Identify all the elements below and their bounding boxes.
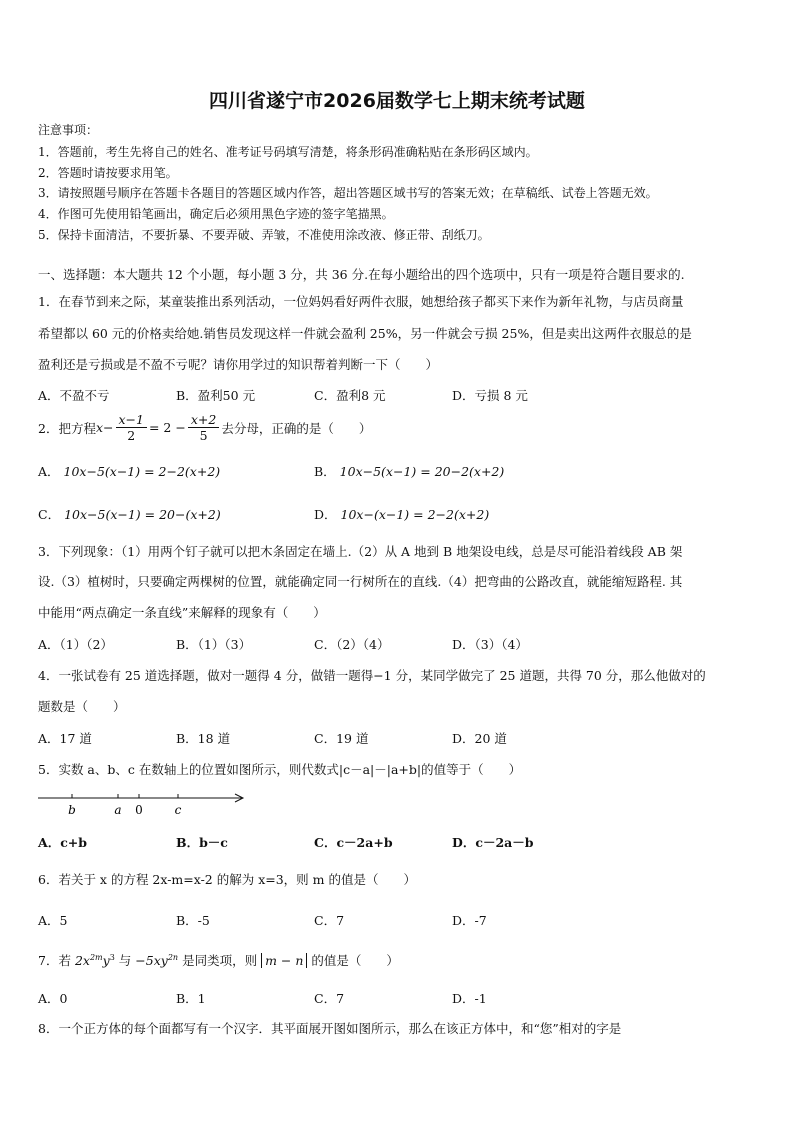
option-a[interactable]: A．c+b xyxy=(38,835,88,850)
question-text: 6．若关于 x 的方程 2x-m=x-2 的解为 x=3，则 m 的值是（ ） xyxy=(38,872,416,887)
option-d[interactable]: D．-1 xyxy=(452,991,487,1006)
option-d[interactable]: D．c－2a－b xyxy=(452,835,534,850)
option-a[interactable]: A．5 xyxy=(38,913,68,928)
option-a[interactable]: A．17 道 xyxy=(38,731,92,746)
fraction-numerator: x+2 xyxy=(188,412,219,428)
question-middle: 是同类项，则 xyxy=(182,953,258,968)
question-suffix: 去分母，正确的是（ ） xyxy=(221,420,372,436)
option-b[interactable]: B．-5 xyxy=(176,913,210,928)
option-c[interactable]: C．c－2a+b xyxy=(314,835,393,850)
question-text xyxy=(38,951,399,969)
option-label: A． xyxy=(38,464,60,479)
option-b[interactable]: B．18 道 xyxy=(176,731,231,746)
note-item: 3．请按照题号顺序在答题卡各题目的答题区域内作答，超出答题区域书写的答案无效；在草稿纸、试卷上答题无效。 xyxy=(38,186,658,200)
question-text: 5．实数 a、b、c 在数轴上的位置如图所示，则代数式|c－a|－|a+b|的值等于（ ） xyxy=(38,762,522,777)
option-c[interactable]: C．（2）（4） xyxy=(314,637,390,652)
option-a[interactable]: A．0 xyxy=(38,991,68,1006)
question-text: 希望都以 60 元的价格卖给她.销售员发现这样一件就会盈利 25%，另一件就会亏损 25%，但是卖出这两件衣服总的是 xyxy=(38,326,692,341)
fraction-1 xyxy=(116,412,147,443)
absolute-value: m − n xyxy=(261,953,307,968)
variable-x: x xyxy=(95,420,104,435)
option-expression: 10x−5(x−1) = 20−2(x+2) xyxy=(339,464,505,479)
term-2 xyxy=(135,953,178,968)
question-text: 盈利还是亏损或是不盈不亏呢？请你用学过的知识帮着判断一下（ ） xyxy=(38,357,439,372)
equals-expression: = 2 − xyxy=(148,420,186,435)
question-text: 设.（3）植树时，只要确定两棵树的位置，就能确定同一行树所在的直线.（4）把弯曲的公路改直，就能缩短路程. 其 xyxy=(38,574,683,589)
label-zero: 0 xyxy=(135,803,143,817)
minus-sign: − xyxy=(103,420,114,435)
option-d[interactable]: D．（3）（4） xyxy=(452,637,528,652)
option-label: B． xyxy=(314,464,336,479)
option-b[interactable]: B．盈利50 元 xyxy=(176,388,256,403)
term-1 xyxy=(75,953,115,968)
option-c[interactable]: C．盈利8 元 xyxy=(314,388,386,403)
option-d[interactable]: D．20 道 xyxy=(452,731,507,746)
question-text: 题数是（ ） xyxy=(38,699,126,714)
question-text: 8．一个正方体的每个面都写有一个汉字．其平面展开图如图所示，那么在该正方体中，和“您”相对的字是 xyxy=(38,1021,622,1036)
note-item: 2．答题时请按要求用笔。 xyxy=(38,166,178,180)
option-d[interactable]: D．-7 xyxy=(452,913,487,928)
fraction-denominator: 2 xyxy=(127,428,136,443)
fraction-denominator: 5 xyxy=(199,428,208,443)
option-c[interactable] xyxy=(38,505,221,523)
option-expression: 10x−5(x−1) = 20−(x+2) xyxy=(64,507,221,522)
option-a[interactable]: A．不盈不亏 xyxy=(38,388,110,403)
option-d[interactable] xyxy=(314,505,489,523)
option-b[interactable] xyxy=(314,462,504,480)
option-c[interactable]: C．7 xyxy=(314,991,345,1006)
term-2-base: −5xy xyxy=(135,953,168,968)
fraction-numerator: x−1 xyxy=(116,412,147,428)
option-label: C． xyxy=(38,507,61,522)
option-b[interactable]: B．b－c xyxy=(176,835,228,850)
note-item: 5．保持卡面清洁，不要折暴、不要弄破、弄皱，不准使用涂改液、修正带、刮纸刀。 xyxy=(38,228,490,242)
term-1-y-exponent: 3 xyxy=(109,952,115,962)
label-c: c xyxy=(174,803,182,817)
question-suffix: 的值是（ ） xyxy=(311,953,399,968)
question-text: 3．下列现象：（1）用两个钉子就可以把木条固定在墙上.（2）从 A 地到 B 地架设电线，总是尽可能沿着线段 AB 架 xyxy=(38,544,683,559)
option-expression: 10x−5(x−1) = 2−2(x+2) xyxy=(63,464,221,479)
option-b[interactable]: B．（1）（3） xyxy=(176,637,252,652)
question-text xyxy=(38,412,371,443)
conjunction: 与 xyxy=(118,953,132,968)
number-line-figure xyxy=(36,786,250,820)
question-text: 4．一张试卷有 25 道选择题，做对一题得 4 分，做错一题得−1 分，某同学做完了 25 道题，共得 70 分，那么他做对的 xyxy=(38,668,706,683)
option-label: D． xyxy=(314,507,337,522)
fraction-2 xyxy=(188,412,219,443)
question-text: 中能用“两点确定一条直线”来解释的现象有（ ） xyxy=(38,605,326,620)
section-heading: 一、选择题：本大题共 12 个小题，每小题 3 分，共 36 分.在每小题给出的四个选项中，只有一项是符合题目要求的. xyxy=(38,267,685,282)
option-expression: 10x−(x−1) = 2−2(x+2) xyxy=(340,507,490,522)
option-c[interactable]: C．19 道 xyxy=(314,731,369,746)
term-2-exponent: 2n xyxy=(167,952,179,962)
option-c[interactable]: C．7 xyxy=(314,913,345,928)
term-1-exponent: 2m xyxy=(89,952,103,962)
term-1-base: 2x xyxy=(74,953,90,968)
note-item: 1．答题前，考生先将自己的姓名、准考证号码填写清楚，将条形码准确粘贴在条形码区域内。 xyxy=(38,145,538,159)
option-b[interactable]: B．1 xyxy=(176,991,206,1006)
option-a[interactable]: A．（1）（2） xyxy=(38,637,113,652)
option-d[interactable]: D．亏损 8 元 xyxy=(452,388,528,403)
label-b: b xyxy=(68,803,76,817)
term-1-y: y xyxy=(102,953,110,968)
question-prefix: 2．把方程 xyxy=(38,420,96,436)
notes-heading: 注意事项： xyxy=(38,123,99,137)
label-a: a xyxy=(114,803,122,817)
question-prefix: 7．若 xyxy=(38,953,71,968)
note-item: 4．作图可先使用铅笔画出，确定后必须用黑色字迹的签字笔描黑。 xyxy=(38,207,394,221)
question-text: 1．在春节到来之际，某童装推出系列活动，一位妈妈看好两件衣服，她想给孩子都买下来作为新年礼物，与店员商量 xyxy=(38,294,684,309)
page-title: 四川省遂宁市2026届数学七上期末统考试题 xyxy=(209,90,585,112)
option-a[interactable] xyxy=(38,462,220,480)
